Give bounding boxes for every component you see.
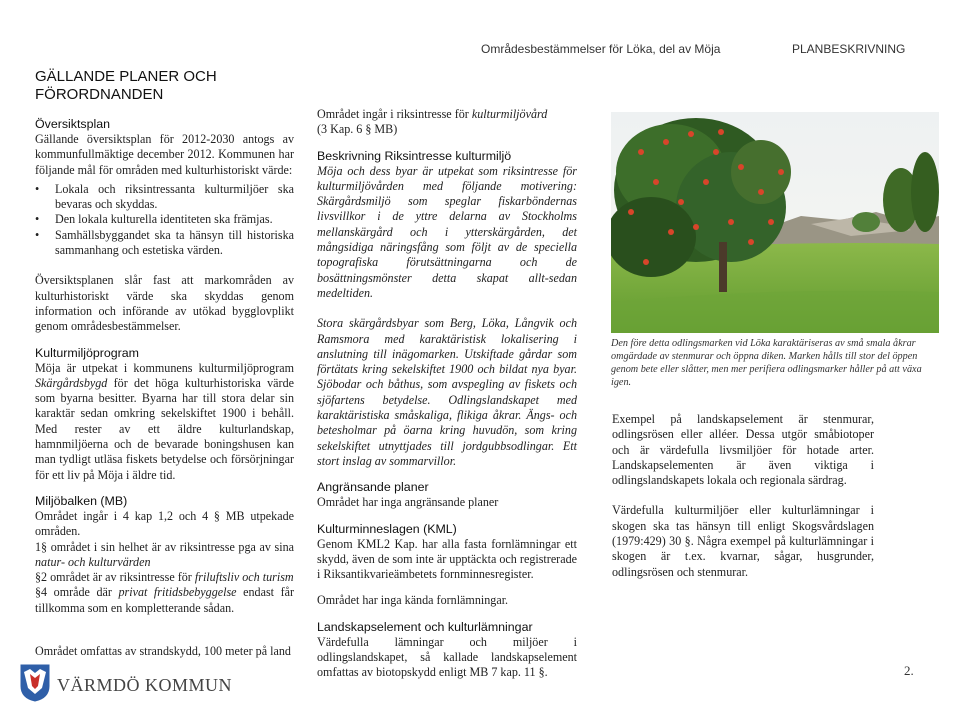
riksintresse-description-2: Stora skärgårdsbyar som Berg, Löka, Långvik och Ramsmora med karaktäristisk lokalisering i anslutning till inägomarken. Utskiftade gårdar som förtätats kring sekelskiftet 1900 och bildat nya byar. Sjöbodar och båthus, som avspegling av fiskets och sjöfartens betydelse. Odlingslandskapet med karaktäristiska småskaliga, flikiga åkrar. Ängs- och betesholmar på öarna kring huvudön, som kring sekelskiftet utnyttjades till jordgubbsodlingar. Ett stort inslag av sommarvillor. (317, 316, 577, 468)
column-middle (317, 107, 577, 681)
goal-list (35, 182, 294, 258)
kulturmiljoprogram-text: Möja är utpekat i kommunens kulturmiljöprogram Skärgårdsbygd för det höga kulturhistoriska värde som byarna besitter. Byarna har till stora delar sin karaktär sedan omkring sekelskiftet 1900 i behåll. Med rester av ett äldre kulturlandskap, hamnmiljöerna och de bevarade boningshusen kan man tydligt utläsa fiskets betydelse och försörjningar för ett liv på Möja i äldre tid. (35, 360, 294, 482)
miljobalken-heading: Miljöbalken (MB) (35, 493, 128, 508)
landskapselement-heading: Landskapselement och kulturlämningar (317, 619, 533, 634)
column-left (35, 68, 294, 659)
oversiktsplan-heading: Översiktsplan (35, 117, 111, 131)
miljobalken-text-4: §4 område där privat fritidsbebyggelse endast får tillkomma som en kompletterande sådan. (35, 585, 294, 615)
landskapselement-text: Värdefulla lämningar och miljöer i odlingslandskapet, så kallade landskapselement omfattas av biotopskydd enligt MB 7 kap. 11 §. (317, 634, 577, 680)
document-title: Områdesbestämmelser för Löka, del av Möja (481, 42, 721, 56)
oversiktsplan-text: Gällande översiktsplan för 2012-2030 antogs av kommunfullmäktige december 2012. Kommunen har följande mål för områden med kulturhistoriskt värde: (35, 132, 294, 177)
kml-text: Genom KML2 Kap. har alla fasta fornlämningar ett skydd, även de som inte är upptäckta och registrerade i Riksantikvarieämbetets fornminnesregister. (317, 536, 577, 582)
skogsvardslagen-text: Värdefulla kulturmiljöer eller kulturlämningar i skogen ska tas hänsyn till enligt Skogsvårdslagen (1979:429) 30 §. Några exempel på kulturlämningar i skogen är t.ex. kvarnar, sågar, husgrunder, odlingsrösen och stenmurar. (612, 503, 874, 579)
list-item: • Den lokala kulturella identiteten ska främjas. (35, 212, 294, 227)
riksintresse-heading: Beskrivning Riksintresse kulturmiljö (317, 148, 512, 163)
list-item: • Samhällsbyggandet ska ta hänsyn till historiska sammanhang och estetiska värden. (35, 228, 294, 259)
miljobalken-text-2: 1§ området i sin helhet är av riksintresse pga av sina natur- och kulturvärden (35, 539, 294, 569)
list-item: • Lokala och riksintressanta kulturmiljöer ska bevaras och skyddas. (35, 182, 294, 213)
landscape-photo (611, 112, 939, 333)
page-number: 2. (904, 663, 914, 678)
varmdo-coat-of-arms-icon (20, 664, 50, 702)
riksintresse-description: Möja och dess byar är utpekat som riksintresse för kulturmiljövården med följande motivering: Skärgårdsmiljö som speglar fiskarböndernas livsvillkor i de yttre delarna av Stockholms mellanskärgård och i ytterskärgården, det mångsidiga näringsfång som följt av de speciella topografiska förutsättningarna och de bosättningsmönster detta skapat allt-sedan medeltiden. (317, 163, 577, 300)
miljobalken-text-3: §2 området är av riksintresse för friluftsliv och turism (35, 570, 294, 585)
angransande-heading: Angränsande planer (317, 480, 429, 495)
kml-heading: Kulturminneslagen (KML) (317, 521, 457, 536)
miljobalken-text-1: Området ingår i 4 kap 1,2 och 4 § MB utpekade områden. (35, 508, 294, 539)
organization-name: VÄRMDÖ KOMMUN (57, 675, 233, 695)
landskapselement-examples: Exempel på landskapselement är stenmurar, odlingsrösen eller alléer. Dessa utgör småbiotoper och är värdefulla livsmiljöer för hotade arter. Landskapselementen är även viktiga i odlingslandskapets lokala och regionala särdrag. (612, 412, 874, 488)
riksintresse-text: Området ingår i riksintresse för kulturmiljövård (3 Kap. 6 § MB) (317, 107, 548, 137)
main-heading: GÄLLANDE PLANER OCH FÖRORDNANDEN (35, 68, 217, 103)
column-right (612, 412, 874, 580)
angransande-text: Området har inga angränsande planer (317, 495, 499, 510)
kulturmiljoprogram-heading: Kulturmiljöprogram (35, 345, 139, 360)
oversiktsplan-text-2: Översiktsplanen slår fast att markområden av kulturhistoriskt värde ska skyddas genom information och införande av utökad bygglovplikt genom områdesbestämmelser. (35, 273, 294, 334)
photo-caption: Den före detta odlingsmarken vid Löka karaktäriseras av små smala åkrar omgärdade av stenmurar och öppna diken. Marken hålls till stor del öppen genom bete eller slåtter, men mer perifiera odlingsmarker håller på att växa igen. (611, 338, 922, 388)
section-label: PLANBESKRIVNING (792, 42, 906, 56)
kml-text-2: Området har inga kända fornlämningar. (317, 593, 509, 608)
strandskydd-text: Området omfattas av strandskydd, 100 meter på land (35, 644, 291, 659)
